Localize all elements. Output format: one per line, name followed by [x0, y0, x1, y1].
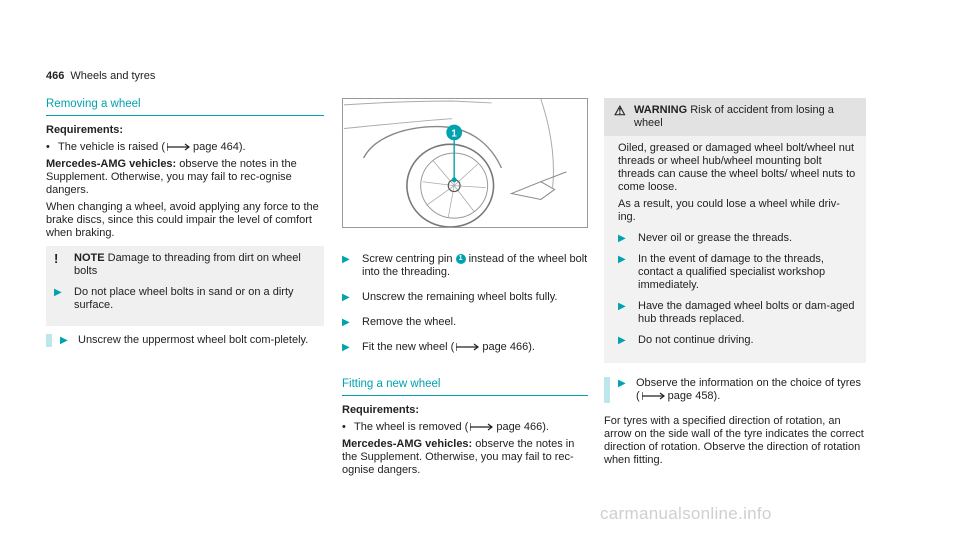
amg-text: observe the notes in the Supplement. Otherwise, you may fail to rec-ognise dangers. — [342, 438, 575, 476]
step-arrow-icon: ▶ — [618, 254, 626, 265]
amg-note — [342, 438, 588, 477]
step-arrow-icon: ▶ — [54, 287, 62, 298]
warning-step-text: Have the damaged wheel bolts or dam-aged hub threads replaced. — [638, 300, 855, 325]
page-reference-link[interactable]: page 464). — [193, 141, 246, 153]
warning-step — [618, 300, 856, 326]
requirement-text: The vehicle is raised ( — [58, 141, 165, 153]
step-arrow-icon: ▶ — [618, 301, 626, 312]
requirement-text: The wheel is removed ( — [354, 421, 469, 433]
step-arrow-icon: ▶ — [342, 254, 350, 265]
warning-step-text: In the event of damage to the threads, contact a qualified specialist workshop immediately. — [638, 253, 826, 291]
step-remove-wheel — [342, 316, 588, 329]
watermark: carmanualsonline.info — [600, 504, 772, 523]
warning-step-text: Do not continue driving. — [638, 334, 754, 346]
amg-label: Mercedes-AMG vehicles: — [46, 158, 177, 170]
step-text: Remove the wheel. — [362, 316, 457, 328]
note-step — [54, 286, 316, 312]
column-fitting — [342, 98, 588, 481]
warning-box — [604, 98, 866, 363]
note-step-text: Do not place wheel bolts in sand or on a dirty surface. — [74, 286, 294, 311]
step-arrow-icon: ▶ — [618, 378, 626, 389]
page-reference-arrow-icon — [642, 392, 666, 400]
page-reference-link[interactable]: page 458). — [667, 390, 721, 402]
bullet-dot-icon: • — [46, 141, 50, 153]
warning-step-text: Never oil or grease the threads. — [638, 232, 793, 244]
step-text-post: instead of the wheel bolt into the threading. — [362, 253, 588, 278]
step-unscrew-uppermost — [46, 334, 324, 347]
amg-text: observe the notes in the Supplement. Otherwise, you may fail to rec-ognise dangers. — [46, 158, 297, 196]
step-observe-tyres — [604, 377, 866, 403]
step-arrow-icon: ▶ — [618, 233, 626, 244]
heading-fitting-new-wheel: Fitting a new wheel — [342, 378, 588, 396]
page-reference-link[interactable]: page 466). — [482, 341, 535, 353]
step-arrow-icon: ▶ — [60, 335, 68, 346]
requirement-item — [46, 141, 324, 154]
step-text: Screw centring pin — [362, 253, 456, 265]
column-warning — [604, 98, 866, 471]
requirements-label: Requirements: — [46, 124, 124, 136]
warning-step — [618, 253, 856, 292]
section-title: Wheels and tyres — [70, 70, 156, 82]
step-text: Fit the new wheel ( — [362, 341, 455, 353]
heading-removing-wheel: Removing a wheel — [46, 98, 324, 116]
warning-paragraph: Oiled, greased or damaged wheel bolt/wheel nut threads or wheel hub/wheel mounting bolt threads can cause the wheel bolts/ wheel nuts to come loose. — [618, 142, 856, 193]
callout-number: 1 — [451, 128, 457, 140]
step-arrow-icon: ▶ — [342, 317, 350, 328]
step-arrow-icon: ▶ — [618, 335, 626, 346]
warning-header — [604, 98, 866, 136]
bullet-dot-icon: • — [342, 421, 346, 433]
column-removing-wheel — [46, 98, 324, 359]
requirements-label: Requirements: — [342, 404, 420, 416]
rotation-paragraph: For tyres with a specified direction of rotation, an arrow on the side wall of the tyre indicates the correct direction of rotation. Observe the direction of rotation when fitting. — [604, 415, 864, 466]
step-unscrew-remaining — [342, 291, 588, 304]
page-reference-arrow-icon — [470, 423, 494, 431]
page-header — [46, 70, 155, 82]
page-reference-arrow-icon — [167, 143, 191, 151]
warning-triangle-icon: ⚠ — [614, 103, 626, 118]
step-text: Unscrew the uppermost wheel bolt com-pletely. — [78, 334, 309, 346]
warning-step — [618, 232, 856, 245]
page-reference-arrow-icon — [456, 343, 480, 351]
amg-note — [46, 158, 324, 197]
warning-title: Risk of accident from losing a wheel — [634, 104, 834, 129]
step-arrow-icon: ▶ — [342, 292, 350, 303]
step-text: Unscrew the remaining wheel bolts fully. — [362, 291, 558, 303]
requirement-item — [342, 421, 588, 434]
step-arrow-icon: ▶ — [342, 342, 350, 353]
note-text: Damage to threading from dirt on wheel bolts — [74, 252, 301, 277]
note-box — [46, 246, 324, 326]
warning-paragraph: As a result, you could lose a wheel while driv-ing. — [618, 198, 840, 223]
note-label: NOTE — [74, 252, 105, 264]
warning-step — [618, 334, 856, 347]
step-centring-pin — [342, 253, 588, 279]
step-text: Observe the information on the choice of tyres ( — [636, 377, 862, 402]
page-number: 466 — [46, 70, 65, 82]
warning-body — [604, 136, 866, 363]
page-reference-link[interactable]: page 466). — [496, 421, 549, 433]
brake-disc-paragraph: When changing a wheel, avoid applying any force to the brake discs, since this could impair the level of comfort when braking. — [46, 201, 319, 239]
step-fit-new-wheel — [342, 341, 588, 354]
wheel-illustration — [342, 98, 588, 228]
warning-label: WARNING — [634, 104, 688, 116]
amg-label: Mercedes-AMG vehicles: — [342, 438, 473, 450]
callout-badge: 1 — [456, 254, 466, 264]
note-exclamation-icon: ! — [54, 251, 59, 266]
